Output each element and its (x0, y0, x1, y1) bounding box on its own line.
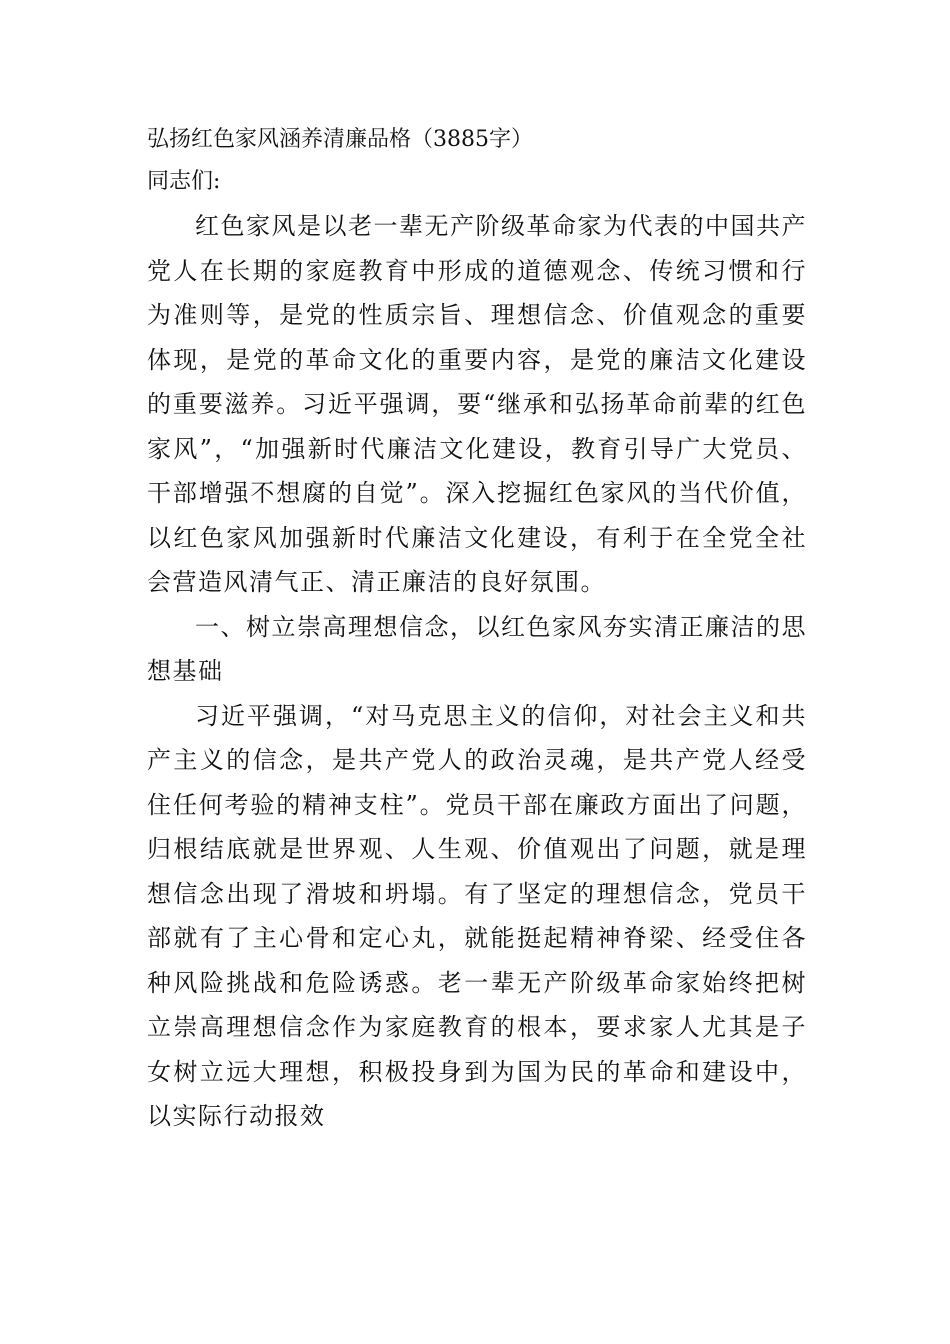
paragraph-intro: 红色家风是以老一辈无产阶级革命家为代表的中国共产党人在长期的家庭教育中形成的道德观念、传统习惯和行为准则等，是党的性质宗旨、理想信念、价值观念的重要体现，是党的革命文化的重要内容，是党的廉洁文化建设的重要滋养。习近平强调，要“继承和弘扬革命前辈的红色家风”，“加强新时代廉洁文化建设，教育引导广大党员、干部增强不想腐的自觉”。深入挖掘红色家风的当代价值，以红色家风加强新时代廉洁文化建设，有利于在全党全社会营造风清气正、清正廉洁的良好氛围。 (147, 212, 807, 596)
paragraph-section-1: 习近平强调，“对马克思主义的信仰，对社会主义和共产主义的信念，是共产党人的政治灵魂，是共产党人经受住任何考验的精神支柱”。党员干部在廉政方面出了问题，归根结底就是世界观、人生观、价值观出了问题，就是理想信念出现了滑坡和坍塌。有了坚定的理想信念，党员干部就有了主心骨和定心丸，就能挺起精神脊梁、经受住各种风险挑战和危险诱惑。老一辈无产阶级革命家始终把树立崇高理想信念作为家庭教育的根本，要求家人尤其是子女树立远大理想，积极投身到为国为民的革命和建设中，以实际行动报效 (147, 701, 807, 1130)
salutation: 同志们: (147, 169, 221, 194)
section-heading-1: 一、树立崇高理想信念，以红色家风夯实清正廉洁的思想基础 (147, 612, 807, 685)
document-title: 弘扬红色家风涵养清廉品格（3885字） (147, 127, 533, 152)
document-page (147, 120, 807, 1139)
